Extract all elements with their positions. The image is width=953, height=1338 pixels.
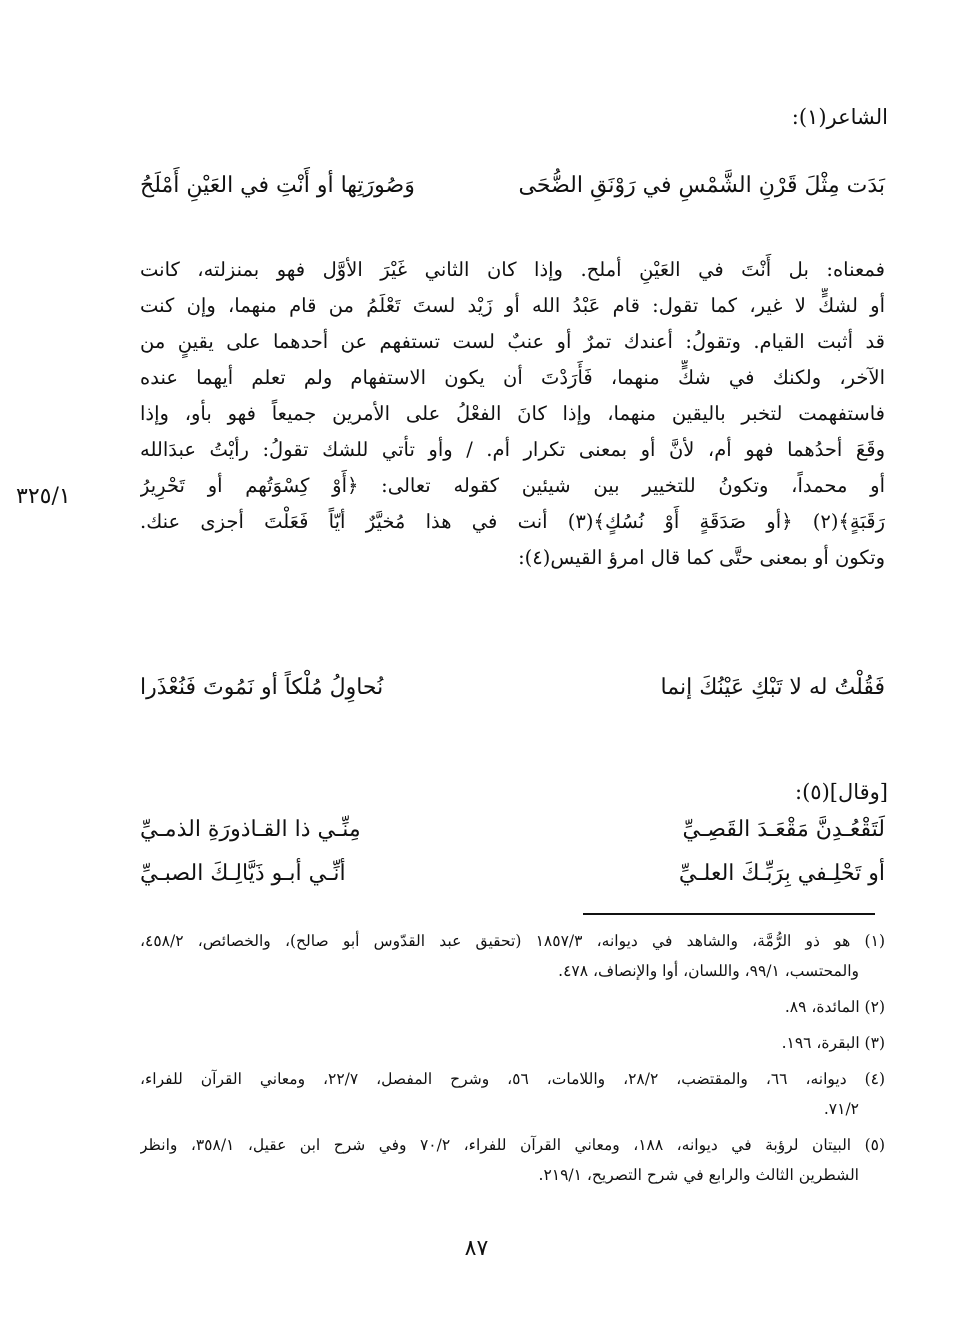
body-line: أو محمداً، وتكونُ للتخيير بين شيئين كقوله تعالى: ﴿أَوْ كِسْوَتُهم أو تَحْرِيرُ <box>140 474 885 497</box>
body-line: فمعناه: بل أَنْتَ في العَيْنِ أملح. وإذا كان الثاني غَيْرَ الأوَّل فهو بمنزلته، كانت <box>140 258 885 281</box>
verse-2-first-hemistich: فَقُلْتُ له لا تَبْكِ عَيْنُكَ إنما <box>660 675 885 700</box>
footnote-line: (٥) البيتان لرؤبة في ديوانه، ١٨٨، ومعاني القرآن للفراء، ٧٠/٢ وفي شرح ابن عقيل، ٣٥٨/١، وانظر <box>140 1136 885 1154</box>
poet-heading: الشاعر(١): <box>791 105 888 129</box>
footnote-3 <box>140 1028 885 1058</box>
footnote-line: ٧١/٢. <box>823 1100 859 1118</box>
body-line: قد أثبت القيام. وتقولُ: أعندك تمرٌ أو عنبٌ لست تستفهم عن أحدهما على يقينٍ من <box>140 330 885 353</box>
waqal-heading: [وقال](٥): <box>795 780 888 804</box>
body-line: الآخر، ولكنك في شكٍّ منهما، فَأَرَدْتَ أن يكون الاستفهام ولم تعلم أيهما عنده <box>140 366 885 389</box>
footnote-line: (٤) ديوانه، ٦٦، والمقتضب، ٢٨/٢، واللامات، ٥٦، وشرح المفصل، ٢٢/٧، ومعاني القرآن للفراء، <box>140 1070 885 1088</box>
footnote-2 <box>140 992 885 1022</box>
body-paragraph <box>140 252 885 576</box>
verse-1-second-hemistich: وَصُورَتِها أو أَنْتِ في العَيْنِ أَمْلَحُ <box>140 173 415 198</box>
footnote-1 <box>140 926 885 986</box>
page-number: ٨٧ <box>464 1236 489 1261</box>
footnote-separator <box>583 913 875 915</box>
verse-2-second-hemistich: نُحاوِلُ مُلْكاً أو نَمُوتَ فَنُعْذَرا <box>140 675 384 700</box>
body-line: وتكون أو بمعنى حتَّى كما قال امرؤ القيس(٤): <box>518 546 885 569</box>
footnote-line: والمحتسب، ٩٩/١، واللسان، أوا والإنصاف، ٤٧٨. <box>558 962 859 980</box>
footnotes <box>140 926 885 1190</box>
verse-3-first-hemistich: لَتَقْعُـدِنَّ مَقْعَـدَ القَصِـيِّ <box>682 817 885 842</box>
footnote-5 <box>140 1130 885 1190</box>
footnote-line: الشطرين الثالث والرابع في شرح التصريح، ٢١٩/١. <box>538 1166 859 1184</box>
body-line: فاستفهمت لتخبر باليقين منهما، وإذا كانَ الفعْلُ على الأمرين جميعاً فهو بأو، وإذا <box>140 402 885 425</box>
body-line: رَقَبَةٍ﴾(٢) ﴿أو صَدَقَةٍ أَوْ نُسُكٍ﴾(٣) أنت في هذا مُخيَّرٌ أيّاً فَعَلْتَ أجزى عنك. <box>140 510 885 533</box>
footnote-line: (٣) البقرة، ١٩٦. <box>781 1034 885 1052</box>
body-line: أو لشكٍّ لا غير، كما تقول: قام عَبْدُ الله أو زَيْد لستَ تَعْلَمُ من قام منهما، وإن كنت <box>140 294 885 317</box>
verse-4-second-hemistich: أنِّـي أبـو ذَيَّالِـكَ الصبـيِّ <box>140 861 346 886</box>
footnote-4 <box>140 1064 885 1124</box>
footnote-line: (٢) المائدة، ٨٩. <box>784 998 885 1016</box>
verse-3-second-hemistich: مِنِّـي ذا القـاذورَةِ الذمـيِّ <box>140 817 361 842</box>
margin-reference: ٣٢٥/١ <box>16 484 71 509</box>
footnote-line: (١) هو ذو الرُّمَّة، والشاهد في ديوانه، ١٨٥٧/٣ (تحقيق عبد القدّوس أبو صالح)، والخصائص، ٤٥٨/٢، <box>140 932 885 950</box>
body-line: وقَعَ أحدُهما فهو أم، لأنَّ أو بمعنى تكرار أم. / وأو تأتي للشك تقولُ: رأيْتُ عبدَالله <box>140 438 885 461</box>
verse-1-first-hemistich: بَدَت مِثْلَ قَرْنِ الشَّمْسِ في رَوْنَقِ الضُّحَى <box>518 173 885 198</box>
verse-4-first-hemistich: أو تَحْلِـفي بِرَبِّـكَ العلـيِّ <box>678 861 885 886</box>
